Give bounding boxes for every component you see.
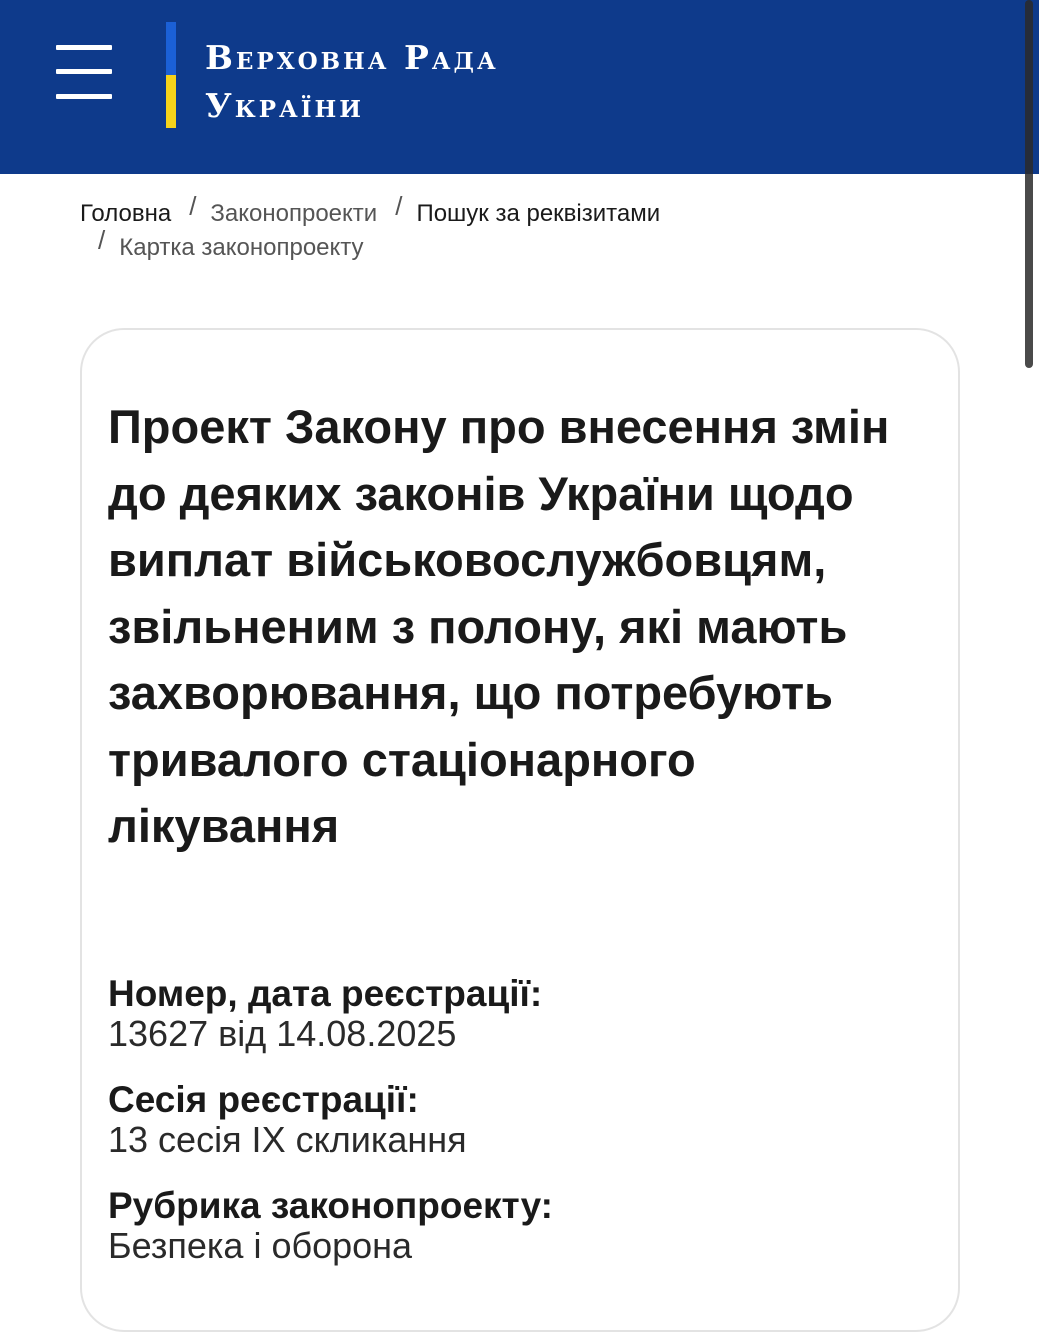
hamburger-menu-icon[interactable] [56,45,112,99]
breadcrumb-bills[interactable]: Законопроекти [210,200,378,227]
breadcrumb-separator: / [395,191,403,221]
field-label: Рубрика законопроекту: [108,1185,553,1226]
bill-field-category [108,1186,553,1266]
field-value: 13627 від 14.08.2025 [108,1013,457,1054]
menu-line [56,45,112,50]
field-label: Номер, дата реєстрації: [108,973,543,1014]
bill-title: Проект Закону про внесення змін до деяких законів України щодо виплат військовослужбовцям, звільненим з полону, які мають захворювання, що потребують тривалого стаціонарного лікування [108,400,890,852]
bill-field-session [108,1080,467,1160]
flag-icon [166,22,176,128]
breadcrumb-home[interactable]: Головна [80,200,172,227]
field-value: 13 сесія IX скликання [108,1119,467,1160]
field-value: Безпека і оборона [108,1225,413,1266]
breadcrumb-search[interactable]: Пошук за реквізитами [416,200,661,227]
breadcrumb-current: Картка законопроекту [119,234,364,261]
logo-line-2: України [205,86,364,125]
scrollbar[interactable] [1025,0,1033,368]
menu-line [56,69,112,74]
site-header [0,0,1039,174]
flag-yellow-stripe [166,75,176,128]
logo-line-1: Верховна Рада [205,38,499,77]
breadcrumb-separator: / [98,225,106,255]
flag-blue-stripe [166,22,176,75]
menu-line [56,94,112,99]
breadcrumb-separator: / [189,191,197,221]
field-label: Сесія реєстрації: [108,1079,419,1120]
breadcrumb [80,191,980,264]
bill-field-registration [108,974,542,1054]
site-logo[interactable] [205,34,499,130]
